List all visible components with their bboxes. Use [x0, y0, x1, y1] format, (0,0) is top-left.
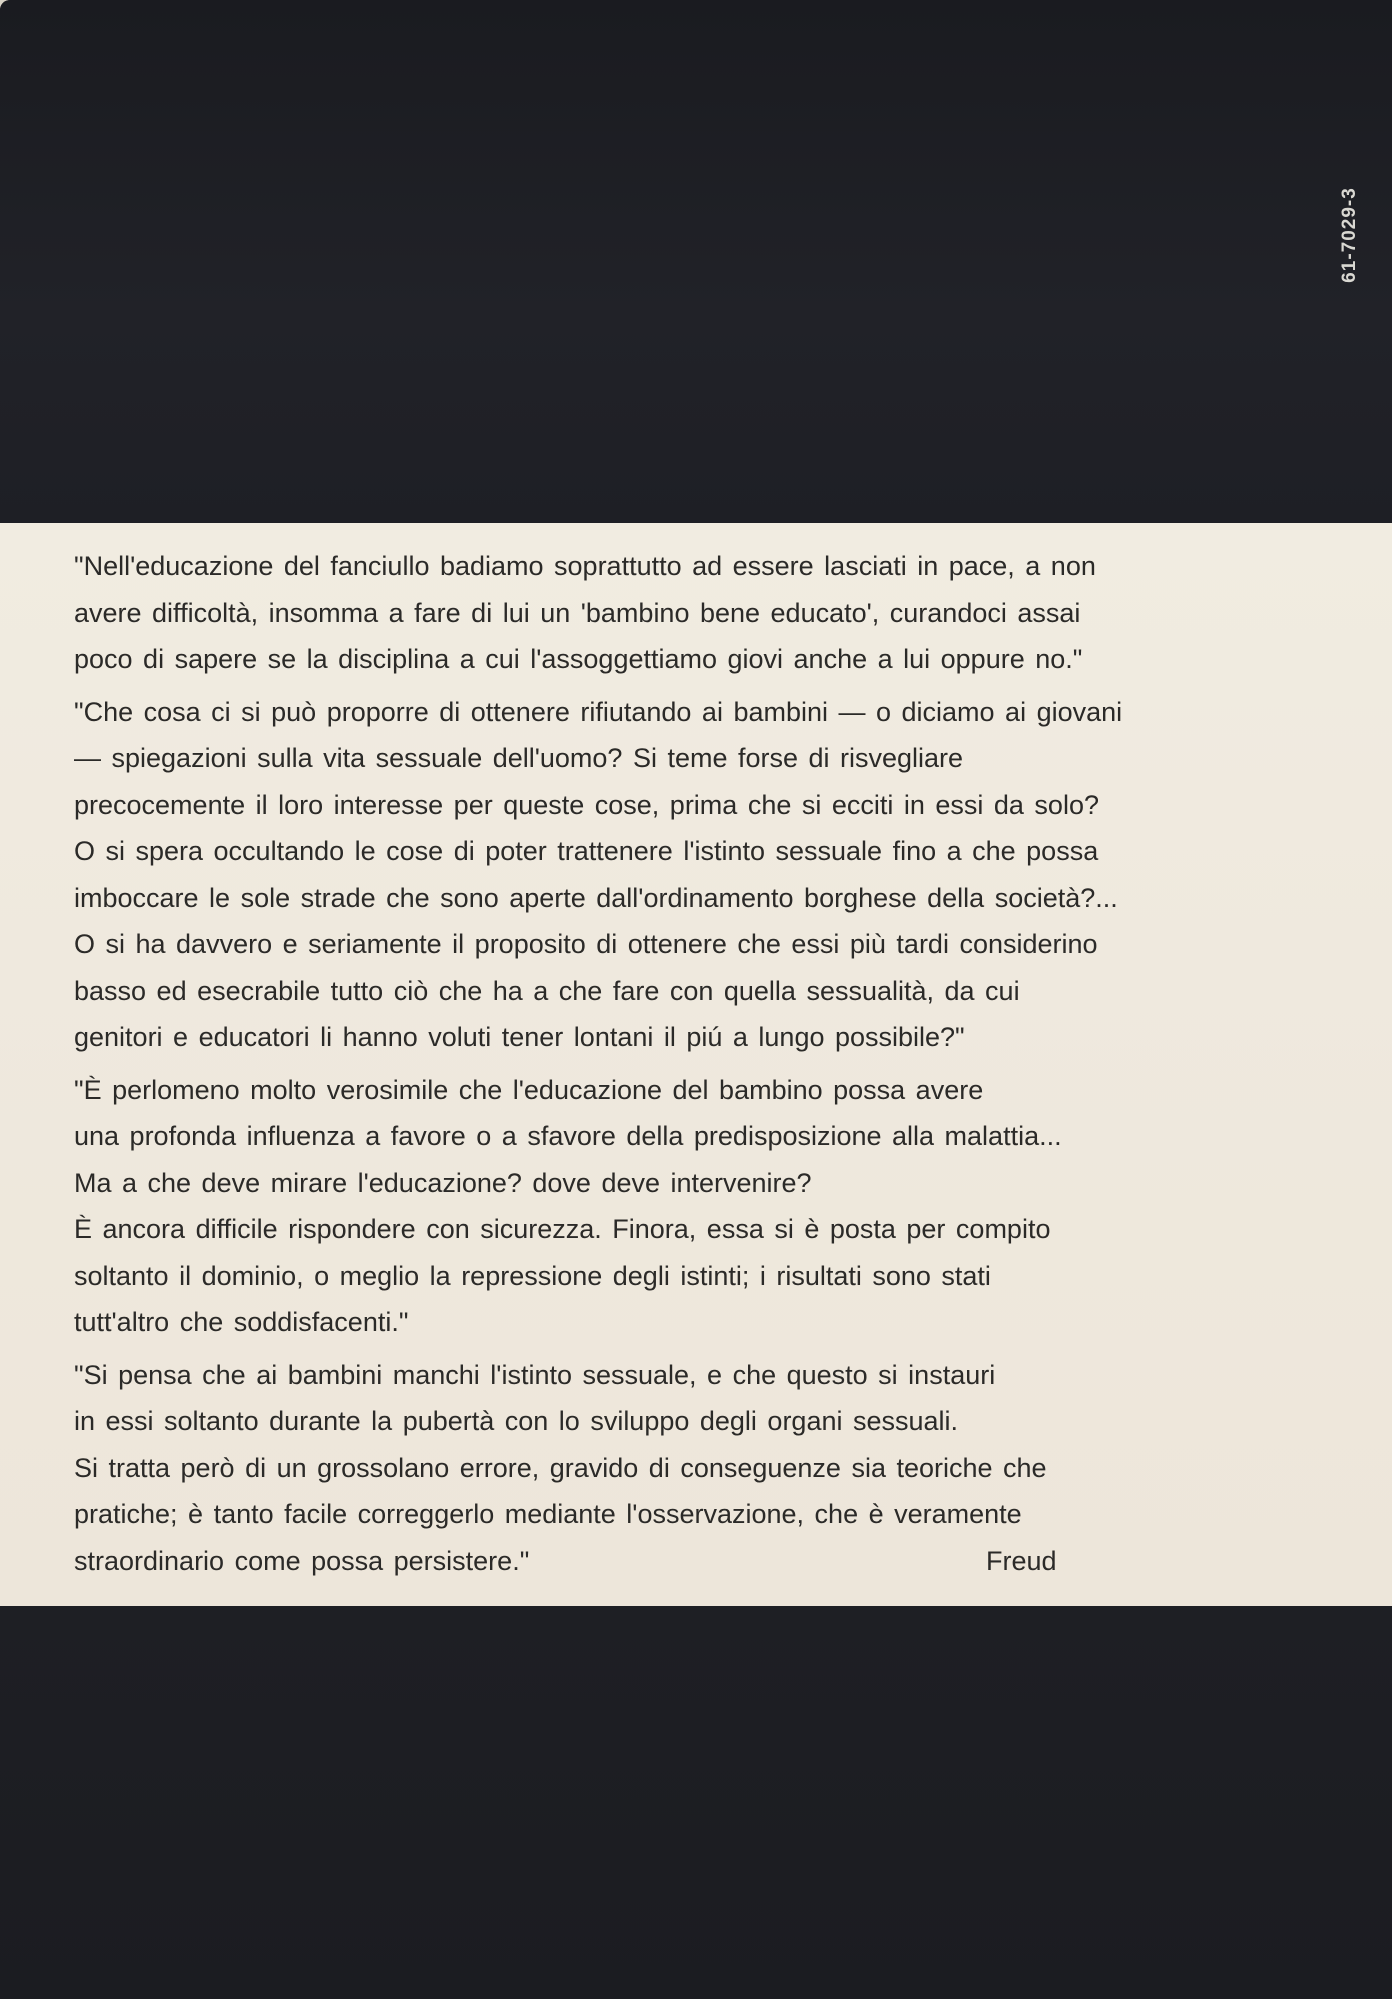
quotes-block — [74, 543, 1374, 1590]
catalog-code — [1330, 160, 1370, 310]
quote-line: pratiche; è tanto facile correggerlo mediante l'osservazione, che è veramente — [74, 1499, 1022, 1529]
quote-line: precocemente il loro interesse per queste cose, prima che si ecciti in essi da solo? — [74, 789, 1099, 820]
quote-line: Ma a che deve mirare l'educazione? dove deve intervenire? — [74, 1167, 812, 1198]
quote-line: "Si pensa che ai bambini manchi l'istinto sessuale, e che questo si instauri — [74, 1359, 996, 1390]
quote-line: "Che cosa ci si può proporre di ottenere rifiutando ai bambini — o diciamo ai giovani — [74, 696, 1123, 727]
quote-line: Si tratta però di un grossolano errore, gravido di conseguenze sia teoriche che — [74, 1452, 1047, 1483]
quote-line: O si spera occultando le cose di poter trattenere l'istinto sessuale fino a che possa — [74, 836, 1099, 866]
quote-line: "Nell'educazione del fanciullo badiamo soprattutto ad essere lasciati in pace, a non — [74, 551, 1096, 581]
quote-line: in essi soltanto durante la pubertà con lo sviluppo degli organi sessuali. — [74, 1406, 959, 1436]
final-line-row — [74, 1538, 1374, 1585]
quote-line: È ancora difficile rispondere con sicurezza. Finora, essa si è posta per compito — [74, 1214, 1051, 1244]
catalog-code-text: 61-7029-3 — [1339, 187, 1360, 283]
top-dark-band — [0, 0, 1392, 523]
quote-2 — [74, 689, 1374, 1061]
author-signature: Freud — [986, 1545, 1057, 1576]
quote-line: soltanto il dominio, o meglio la repressione degli istinti; i risultati sono stati — [74, 1260, 991, 1291]
quote-line: genitori e educatori li hanno voluti tener lontani il piú a lungo possibile?" — [74, 1022, 965, 1052]
quote-4 — [74, 1352, 1374, 1585]
quote-line: "È perlomeno molto verosimile che l'educazione del bambino possa avere — [74, 1074, 984, 1105]
quote-line: basso ed esecrabile tutto ciò che ha a che fare con quella sessualità, da cui — [74, 975, 1020, 1006]
quote-line: imboccare le sole strade che sono aperte dall'ordinamento borghese della società?... — [74, 882, 1118, 913]
bottom-dark-band — [0, 1606, 1392, 1999]
quote-1 — [74, 543, 1374, 683]
quote-line: straordinario come possa persistere." — [74, 1545, 530, 1576]
quote-line: avere difficoltà, insomma a fare di lui un 'bambino bene educato', curandoci assai — [74, 597, 1081, 628]
quote-line: — spiegazioni sulla vita sessuale dell'uomo? Si teme forse di risvegliare — [74, 743, 964, 773]
quote-line: tutt'altro che soddisfacenti." — [74, 1307, 409, 1337]
quote-line: O si ha davvero e seriamente il proposito di ottenere che essi più tardi considerino — [74, 929, 1098, 959]
quotes-panel — [0, 523, 1392, 1606]
quote-line: una profonda influenza a favore o a sfavore della predisposizione alla malattia... — [74, 1121, 1062, 1151]
quote-3 — [74, 1067, 1374, 1346]
quote-line: poco di sapere se la disciplina a cui l'assoggettiamo giovi anche a lui oppure no." — [74, 644, 1083, 674]
